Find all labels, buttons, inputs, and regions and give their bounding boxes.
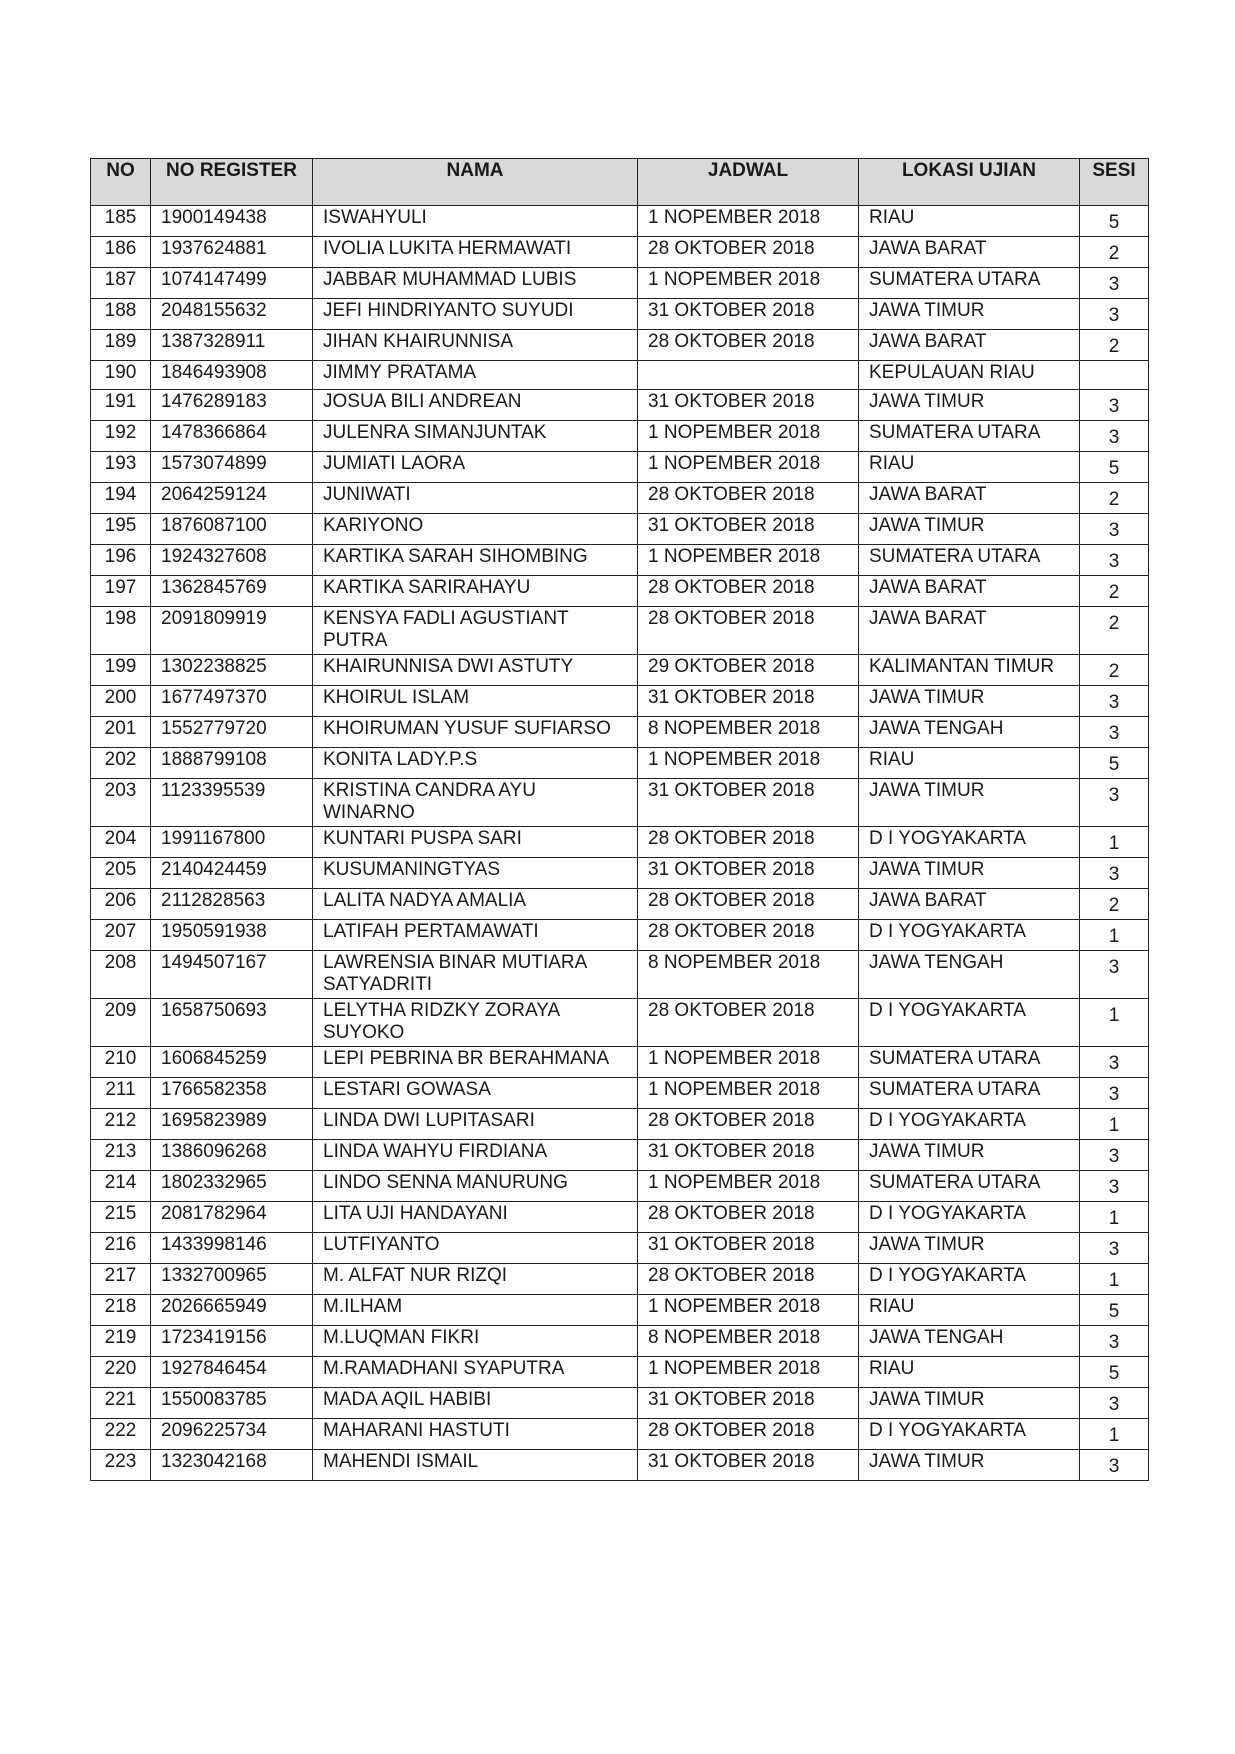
cell-no: 192 xyxy=(91,421,151,452)
cell-nama: KENSYA FADLI AGUSTIANT PUTRA xyxy=(313,607,638,655)
cell-jadwal: 8 NOPEMBER 2018 xyxy=(638,717,859,748)
table-row xyxy=(91,951,1149,999)
cell-jadwal: 31 OKTOBER 2018 xyxy=(638,1450,859,1481)
cell-register: 1476289183 xyxy=(151,390,313,421)
cell-nama: JOSUA BILI ANDREAN xyxy=(313,390,638,421)
table-row xyxy=(91,1202,1149,1233)
cell-nama: KRISTINA CANDRA AYU WINARNO xyxy=(313,779,638,827)
cell-nama: LINDA DWI LUPITASARI xyxy=(313,1109,638,1140)
cell-no: 185 xyxy=(91,206,151,237)
cell-no: 217 xyxy=(91,1264,151,1295)
cell-jadwal: 28 OKTOBER 2018 xyxy=(638,920,859,951)
cell-lokasi: D I YOGYAKARTA xyxy=(859,827,1080,858)
cell-jadwal: 28 OKTOBER 2018 xyxy=(638,330,859,361)
header-jadwal: JADWAL xyxy=(638,159,859,206)
cell-nama: JIMMY PRATAMA xyxy=(313,361,638,390)
cell-jadwal: 29 OKTOBER 2018 xyxy=(638,655,859,686)
cell-lokasi: JAWA TIMUR xyxy=(859,1233,1080,1264)
header-lokasi: LOKASI UJIAN xyxy=(859,159,1080,206)
cell-sesi: 3 xyxy=(1080,717,1149,748)
cell-nama: MADA AQIL HABIBI xyxy=(313,1388,638,1419)
cell-no: 214 xyxy=(91,1171,151,1202)
cell-sesi: 3 xyxy=(1080,299,1149,330)
cell-no: 186 xyxy=(91,237,151,268)
cell-sesi: 2 xyxy=(1080,483,1149,514)
table-row xyxy=(91,1295,1149,1326)
cell-no: 190 xyxy=(91,361,151,390)
cell-no: 221 xyxy=(91,1388,151,1419)
cell-sesi: 5 xyxy=(1080,206,1149,237)
cell-jadwal: 31 OKTOBER 2018 xyxy=(638,390,859,421)
cell-lokasi: KALIMANTAN TIMUR xyxy=(859,655,1080,686)
cell-register: 1362845769 xyxy=(151,576,313,607)
cell-jadwal: 28 OKTOBER 2018 xyxy=(638,889,859,920)
cell-sesi: 3 xyxy=(1080,421,1149,452)
cell-sesi: 3 xyxy=(1080,1047,1149,1078)
cell-nama: LALITA NADYA AMALIA xyxy=(313,889,638,920)
cell-sesi: 3 xyxy=(1080,1171,1149,1202)
cell-no: 204 xyxy=(91,827,151,858)
cell-jadwal: 1 NOPEMBER 2018 xyxy=(638,1171,859,1202)
cell-lokasi: JAWA TIMUR xyxy=(859,1388,1080,1419)
cell-lokasi: RIAU xyxy=(859,206,1080,237)
cell-nama: LUTFIYANTO xyxy=(313,1233,638,1264)
table-row xyxy=(91,1264,1149,1295)
cell-sesi: 3 xyxy=(1080,545,1149,576)
cell-nama: MAHARANI HASTUTI xyxy=(313,1419,638,1450)
cell-no: 203 xyxy=(91,779,151,827)
cell-nama: JULENRA SIMANJUNTAK xyxy=(313,421,638,452)
participant-table xyxy=(90,158,1149,1481)
header-no: NO xyxy=(91,159,151,206)
cell-sesi: 3 xyxy=(1080,1450,1149,1481)
cell-jadwal: 28 OKTOBER 2018 xyxy=(638,1419,859,1450)
cell-jadwal: 31 OKTOBER 2018 xyxy=(638,299,859,330)
cell-lokasi: JAWA TIMUR xyxy=(859,1140,1080,1171)
cell-register: 1074147499 xyxy=(151,268,313,299)
cell-no: 194 xyxy=(91,483,151,514)
table-row xyxy=(91,1140,1149,1171)
table-row xyxy=(91,421,1149,452)
document-page xyxy=(90,158,1149,1481)
cell-sesi: 3 xyxy=(1080,268,1149,299)
cell-register: 1478366864 xyxy=(151,421,313,452)
cell-no: 215 xyxy=(91,1202,151,1233)
cell-jadwal: 28 OKTOBER 2018 xyxy=(638,1202,859,1233)
table-row xyxy=(91,483,1149,514)
cell-sesi: 1 xyxy=(1080,1419,1149,1450)
cell-nama: JUNIWATI xyxy=(313,483,638,514)
table-row xyxy=(91,237,1149,268)
table-row xyxy=(91,1388,1149,1419)
cell-register: 1433998146 xyxy=(151,1233,313,1264)
cell-no: 212 xyxy=(91,1109,151,1140)
table-row xyxy=(91,1419,1149,1450)
cell-register: 1950591938 xyxy=(151,920,313,951)
cell-nama: LINDO SENNA MANURUNG xyxy=(313,1171,638,1202)
cell-register: 1677497370 xyxy=(151,686,313,717)
cell-sesi: 1 xyxy=(1080,920,1149,951)
table-row xyxy=(91,361,1149,390)
cell-no: 222 xyxy=(91,1419,151,1450)
cell-lokasi: SUMATERA UTARA xyxy=(859,1171,1080,1202)
cell-jadwal: 1 NOPEMBER 2018 xyxy=(638,545,859,576)
cell-sesi: 5 xyxy=(1080,748,1149,779)
table-header-row xyxy=(91,159,1149,206)
cell-no: 213 xyxy=(91,1140,151,1171)
cell-register: 1937624881 xyxy=(151,237,313,268)
cell-sesi: 3 xyxy=(1080,1326,1149,1357)
cell-sesi: 2 xyxy=(1080,330,1149,361)
cell-sesi: 2 xyxy=(1080,889,1149,920)
cell-nama: M. ALFAT NUR RIZQI xyxy=(313,1264,638,1295)
cell-lokasi: RIAU xyxy=(859,1295,1080,1326)
cell-nama: KHOIRUL ISLAM xyxy=(313,686,638,717)
cell-register: 2026665949 xyxy=(151,1295,313,1326)
cell-lokasi: JAWA TENGAH xyxy=(859,1326,1080,1357)
cell-no: 219 xyxy=(91,1326,151,1357)
cell-no: 216 xyxy=(91,1233,151,1264)
cell-nama: KUNTARI PUSPA SARI xyxy=(313,827,638,858)
cell-jadwal: 31 OKTOBER 2018 xyxy=(638,1140,859,1171)
cell-sesi: 1 xyxy=(1080,1109,1149,1140)
cell-register: 1888799108 xyxy=(151,748,313,779)
cell-nama: M.RAMADHANI SYAPUTRA xyxy=(313,1357,638,1388)
cell-lokasi: JAWA BARAT xyxy=(859,237,1080,268)
table-row xyxy=(91,545,1149,576)
cell-register: 1927846454 xyxy=(151,1357,313,1388)
header-sesi: SESI xyxy=(1080,159,1149,206)
cell-sesi: 2 xyxy=(1080,237,1149,268)
cell-jadwal: 31 OKTOBER 2018 xyxy=(638,779,859,827)
table-row xyxy=(91,607,1149,655)
cell-no: 220 xyxy=(91,1357,151,1388)
table-row xyxy=(91,1078,1149,1109)
cell-lokasi: JAWA TIMUR xyxy=(859,299,1080,330)
table-row xyxy=(91,330,1149,361)
table-row xyxy=(91,452,1149,483)
cell-jadwal: 31 OKTOBER 2018 xyxy=(638,1233,859,1264)
cell-sesi: 3 xyxy=(1080,1388,1149,1419)
cell-no: 189 xyxy=(91,330,151,361)
cell-lokasi: SUMATERA UTARA xyxy=(859,545,1080,576)
table-row xyxy=(91,1047,1149,1078)
table-row xyxy=(91,827,1149,858)
cell-lokasi: JAWA BARAT xyxy=(859,607,1080,655)
cell-sesi: 3 xyxy=(1080,951,1149,999)
cell-sesi: 2 xyxy=(1080,576,1149,607)
cell-jadwal: 28 OKTOBER 2018 xyxy=(638,1264,859,1295)
cell-register: 1802332965 xyxy=(151,1171,313,1202)
cell-no: 187 xyxy=(91,268,151,299)
cell-register: 2081782964 xyxy=(151,1202,313,1233)
cell-register: 1123395539 xyxy=(151,779,313,827)
cell-nama: KHOIRUMAN YUSUF SUFIARSO xyxy=(313,717,638,748)
cell-nama: LEPI PEBRINA BR BERAHMANA xyxy=(313,1047,638,1078)
table-row xyxy=(91,1171,1149,1202)
table-row xyxy=(91,1357,1149,1388)
cell-sesi: 3 xyxy=(1080,390,1149,421)
cell-sesi: 2 xyxy=(1080,655,1149,686)
table-row xyxy=(91,1326,1149,1357)
cell-jadwal: 1 NOPEMBER 2018 xyxy=(638,421,859,452)
cell-lokasi: D I YOGYAKARTA xyxy=(859,999,1080,1047)
cell-no: 196 xyxy=(91,545,151,576)
cell-register: 1900149438 xyxy=(151,206,313,237)
table-row xyxy=(91,1109,1149,1140)
cell-lokasi: JAWA TIMUR xyxy=(859,779,1080,827)
cell-sesi: 3 xyxy=(1080,686,1149,717)
cell-nama: IVOLIA LUKITA HERMAWATI xyxy=(313,237,638,268)
cell-nama: KUSUMANINGTYAS xyxy=(313,858,638,889)
table-row xyxy=(91,390,1149,421)
cell-nama: KARTIKA SARIRAHAYU xyxy=(313,576,638,607)
cell-lokasi: JAWA TENGAH xyxy=(859,951,1080,999)
table-row xyxy=(91,268,1149,299)
cell-no: 208 xyxy=(91,951,151,999)
table-row xyxy=(91,655,1149,686)
cell-jadwal: 1 NOPEMBER 2018 xyxy=(638,1295,859,1326)
cell-no: 197 xyxy=(91,576,151,607)
cell-sesi: 3 xyxy=(1080,858,1149,889)
cell-register: 1846493908 xyxy=(151,361,313,390)
table-row xyxy=(91,576,1149,607)
cell-jadwal: 28 OKTOBER 2018 xyxy=(638,1109,859,1140)
header-nama: NAMA xyxy=(313,159,638,206)
cell-register: 1323042168 xyxy=(151,1450,313,1481)
cell-no: 223 xyxy=(91,1450,151,1481)
cell-lokasi: D I YOGYAKARTA xyxy=(859,1264,1080,1295)
cell-lokasi: SUMATERA UTARA xyxy=(859,1078,1080,1109)
cell-sesi: 3 xyxy=(1080,1078,1149,1109)
cell-jadwal: 31 OKTOBER 2018 xyxy=(638,514,859,545)
cell-nama: LINDA WAHYU FIRDIANA xyxy=(313,1140,638,1171)
cell-jadwal: 1 NOPEMBER 2018 xyxy=(638,1078,859,1109)
cell-nama: JUMIATI LAORA xyxy=(313,452,638,483)
cell-nama: KARIYONO xyxy=(313,514,638,545)
table-row xyxy=(91,748,1149,779)
cell-jadwal: 28 OKTOBER 2018 xyxy=(638,607,859,655)
cell-lokasi: D I YOGYAKARTA xyxy=(859,1109,1080,1140)
cell-register: 1302238825 xyxy=(151,655,313,686)
cell-register: 1332700965 xyxy=(151,1264,313,1295)
table-row xyxy=(91,299,1149,330)
cell-lokasi: JAWA BARAT xyxy=(859,483,1080,514)
table-row xyxy=(91,999,1149,1047)
cell-sesi: 3 xyxy=(1080,779,1149,827)
cell-register: 1386096268 xyxy=(151,1140,313,1171)
cell-nama: LELYTHA RIDZKY ZORAYA SUYOKO xyxy=(313,999,638,1047)
cell-jadwal: 28 OKTOBER 2018 xyxy=(638,576,859,607)
cell-no: 193 xyxy=(91,452,151,483)
table-row xyxy=(91,206,1149,237)
cell-register: 1695823989 xyxy=(151,1109,313,1140)
cell-lokasi: RIAU xyxy=(859,1357,1080,1388)
cell-jadwal: 31 OKTOBER 2018 xyxy=(638,858,859,889)
cell-no: 202 xyxy=(91,748,151,779)
cell-register: 1573074899 xyxy=(151,452,313,483)
table-row xyxy=(91,779,1149,827)
cell-nama: LITA UJI HANDAYANI xyxy=(313,1202,638,1233)
cell-sesi: 3 xyxy=(1080,1140,1149,1171)
cell-nama: JEFI HINDRIYANTO SUYUDI xyxy=(313,299,638,330)
cell-sesi: 1 xyxy=(1080,1202,1149,1233)
cell-nama: LATIFAH PERTAMAWATI xyxy=(313,920,638,951)
cell-nama: M.LUQMAN FIKRI xyxy=(313,1326,638,1357)
cell-nama: KHAIRUNNISA DWI ASTUTY xyxy=(313,655,638,686)
cell-lokasi: JAWA TIMUR xyxy=(859,1450,1080,1481)
cell-jadwal: 28 OKTOBER 2018 xyxy=(638,827,859,858)
cell-jadwal: 1 NOPEMBER 2018 xyxy=(638,1047,859,1078)
cell-lokasi: JAWA TIMUR xyxy=(859,514,1080,545)
table-row xyxy=(91,1233,1149,1264)
cell-register: 1766582358 xyxy=(151,1078,313,1109)
cell-lokasi: SUMATERA UTARA xyxy=(859,1047,1080,1078)
cell-register: 2096225734 xyxy=(151,1419,313,1450)
cell-register: 2048155632 xyxy=(151,299,313,330)
table-row xyxy=(91,1450,1149,1481)
cell-lokasi: SUMATERA UTARA xyxy=(859,268,1080,299)
cell-lokasi: SUMATERA UTARA xyxy=(859,421,1080,452)
cell-no: 205 xyxy=(91,858,151,889)
cell-jadwal: 28 OKTOBER 2018 xyxy=(638,999,859,1047)
cell-no: 199 xyxy=(91,655,151,686)
cell-register: 1387328911 xyxy=(151,330,313,361)
cell-sesi: 1 xyxy=(1080,827,1149,858)
cell-sesi: 1 xyxy=(1080,1264,1149,1295)
cell-lokasi: RIAU xyxy=(859,452,1080,483)
cell-jadwal xyxy=(638,361,859,390)
cell-jadwal: 8 NOPEMBER 2018 xyxy=(638,1326,859,1357)
cell-sesi: 1 xyxy=(1080,999,1149,1047)
cell-lokasi: JAWA TIMUR xyxy=(859,686,1080,717)
cell-register: 1494507167 xyxy=(151,951,313,999)
cell-lokasi: JAWA BARAT xyxy=(859,889,1080,920)
cell-nama: LAWRENSIA BINAR MUTIARA SATYADRITI xyxy=(313,951,638,999)
cell-lokasi: JAWA TIMUR xyxy=(859,390,1080,421)
cell-jadwal: 28 OKTOBER 2018 xyxy=(638,237,859,268)
cell-register: 1876087100 xyxy=(151,514,313,545)
cell-lokasi: JAWA BARAT xyxy=(859,576,1080,607)
table-body xyxy=(91,206,1149,1481)
cell-no: 207 xyxy=(91,920,151,951)
cell-lokasi: D I YOGYAKARTA xyxy=(859,920,1080,951)
table-row xyxy=(91,514,1149,545)
cell-no: 188 xyxy=(91,299,151,330)
cell-sesi: 3 xyxy=(1080,514,1149,545)
cell-no: 198 xyxy=(91,607,151,655)
cell-sesi: 5 xyxy=(1080,1357,1149,1388)
cell-register: 1658750693 xyxy=(151,999,313,1047)
cell-register: 2091809919 xyxy=(151,607,313,655)
cell-register: 1924327608 xyxy=(151,545,313,576)
table-row xyxy=(91,686,1149,717)
table-row xyxy=(91,717,1149,748)
cell-no: 211 xyxy=(91,1078,151,1109)
cell-jadwal: 1 NOPEMBER 2018 xyxy=(638,206,859,237)
cell-nama: KONITA LADY.P.S xyxy=(313,748,638,779)
cell-sesi: 2 xyxy=(1080,607,1149,655)
cell-nama: JABBAR MUHAMMAD LUBIS xyxy=(313,268,638,299)
cell-sesi: 5 xyxy=(1080,452,1149,483)
cell-register: 1991167800 xyxy=(151,827,313,858)
cell-lokasi: JAWA TIMUR xyxy=(859,858,1080,889)
cell-register: 1552779720 xyxy=(151,717,313,748)
cell-register: 2112828563 xyxy=(151,889,313,920)
cell-lokasi: D I YOGYAKARTA xyxy=(859,1419,1080,1450)
cell-jadwal: 28 OKTOBER 2018 xyxy=(638,483,859,514)
cell-sesi: 3 xyxy=(1080,1233,1149,1264)
table-row xyxy=(91,920,1149,951)
cell-register: 1550083785 xyxy=(151,1388,313,1419)
cell-register: 2140424459 xyxy=(151,858,313,889)
cell-register: 1606845259 xyxy=(151,1047,313,1078)
cell-no: 210 xyxy=(91,1047,151,1078)
cell-sesi xyxy=(1080,361,1149,390)
cell-nama: JIHAN KHAIRUNNISA xyxy=(313,330,638,361)
cell-no: 201 xyxy=(91,717,151,748)
cell-lokasi: JAWA TENGAH xyxy=(859,717,1080,748)
cell-sesi: 5 xyxy=(1080,1295,1149,1326)
cell-nama: KARTIKA SARAH SIHOMBING xyxy=(313,545,638,576)
header-register: NO REGISTER xyxy=(151,159,313,206)
cell-nama: ISWAHYULI xyxy=(313,206,638,237)
cell-jadwal: 1 NOPEMBER 2018 xyxy=(638,1357,859,1388)
cell-lokasi: JAWA BARAT xyxy=(859,330,1080,361)
table-row xyxy=(91,858,1149,889)
table-row xyxy=(91,889,1149,920)
cell-nama: MAHENDI ISMAIL xyxy=(313,1450,638,1481)
cell-jadwal: 1 NOPEMBER 2018 xyxy=(638,748,859,779)
cell-jadwal: 8 NOPEMBER 2018 xyxy=(638,951,859,999)
cell-no: 191 xyxy=(91,390,151,421)
cell-no: 206 xyxy=(91,889,151,920)
cell-no: 195 xyxy=(91,514,151,545)
cell-nama: M.ILHAM xyxy=(313,1295,638,1326)
cell-jadwal: 1 NOPEMBER 2018 xyxy=(638,268,859,299)
cell-lokasi: D I YOGYAKARTA xyxy=(859,1202,1080,1233)
cell-no: 209 xyxy=(91,999,151,1047)
cell-register: 1723419156 xyxy=(151,1326,313,1357)
cell-jadwal: 31 OKTOBER 2018 xyxy=(638,1388,859,1419)
cell-jadwal: 1 NOPEMBER 2018 xyxy=(638,452,859,483)
cell-lokasi: KEPULAUAN RIAU xyxy=(859,361,1080,390)
cell-register: 2064259124 xyxy=(151,483,313,514)
cell-nama: LESTARI GOWASA xyxy=(313,1078,638,1109)
cell-no: 218 xyxy=(91,1295,151,1326)
cell-no: 200 xyxy=(91,686,151,717)
cell-lokasi: RIAU xyxy=(859,748,1080,779)
cell-jadwal: 31 OKTOBER 2018 xyxy=(638,686,859,717)
